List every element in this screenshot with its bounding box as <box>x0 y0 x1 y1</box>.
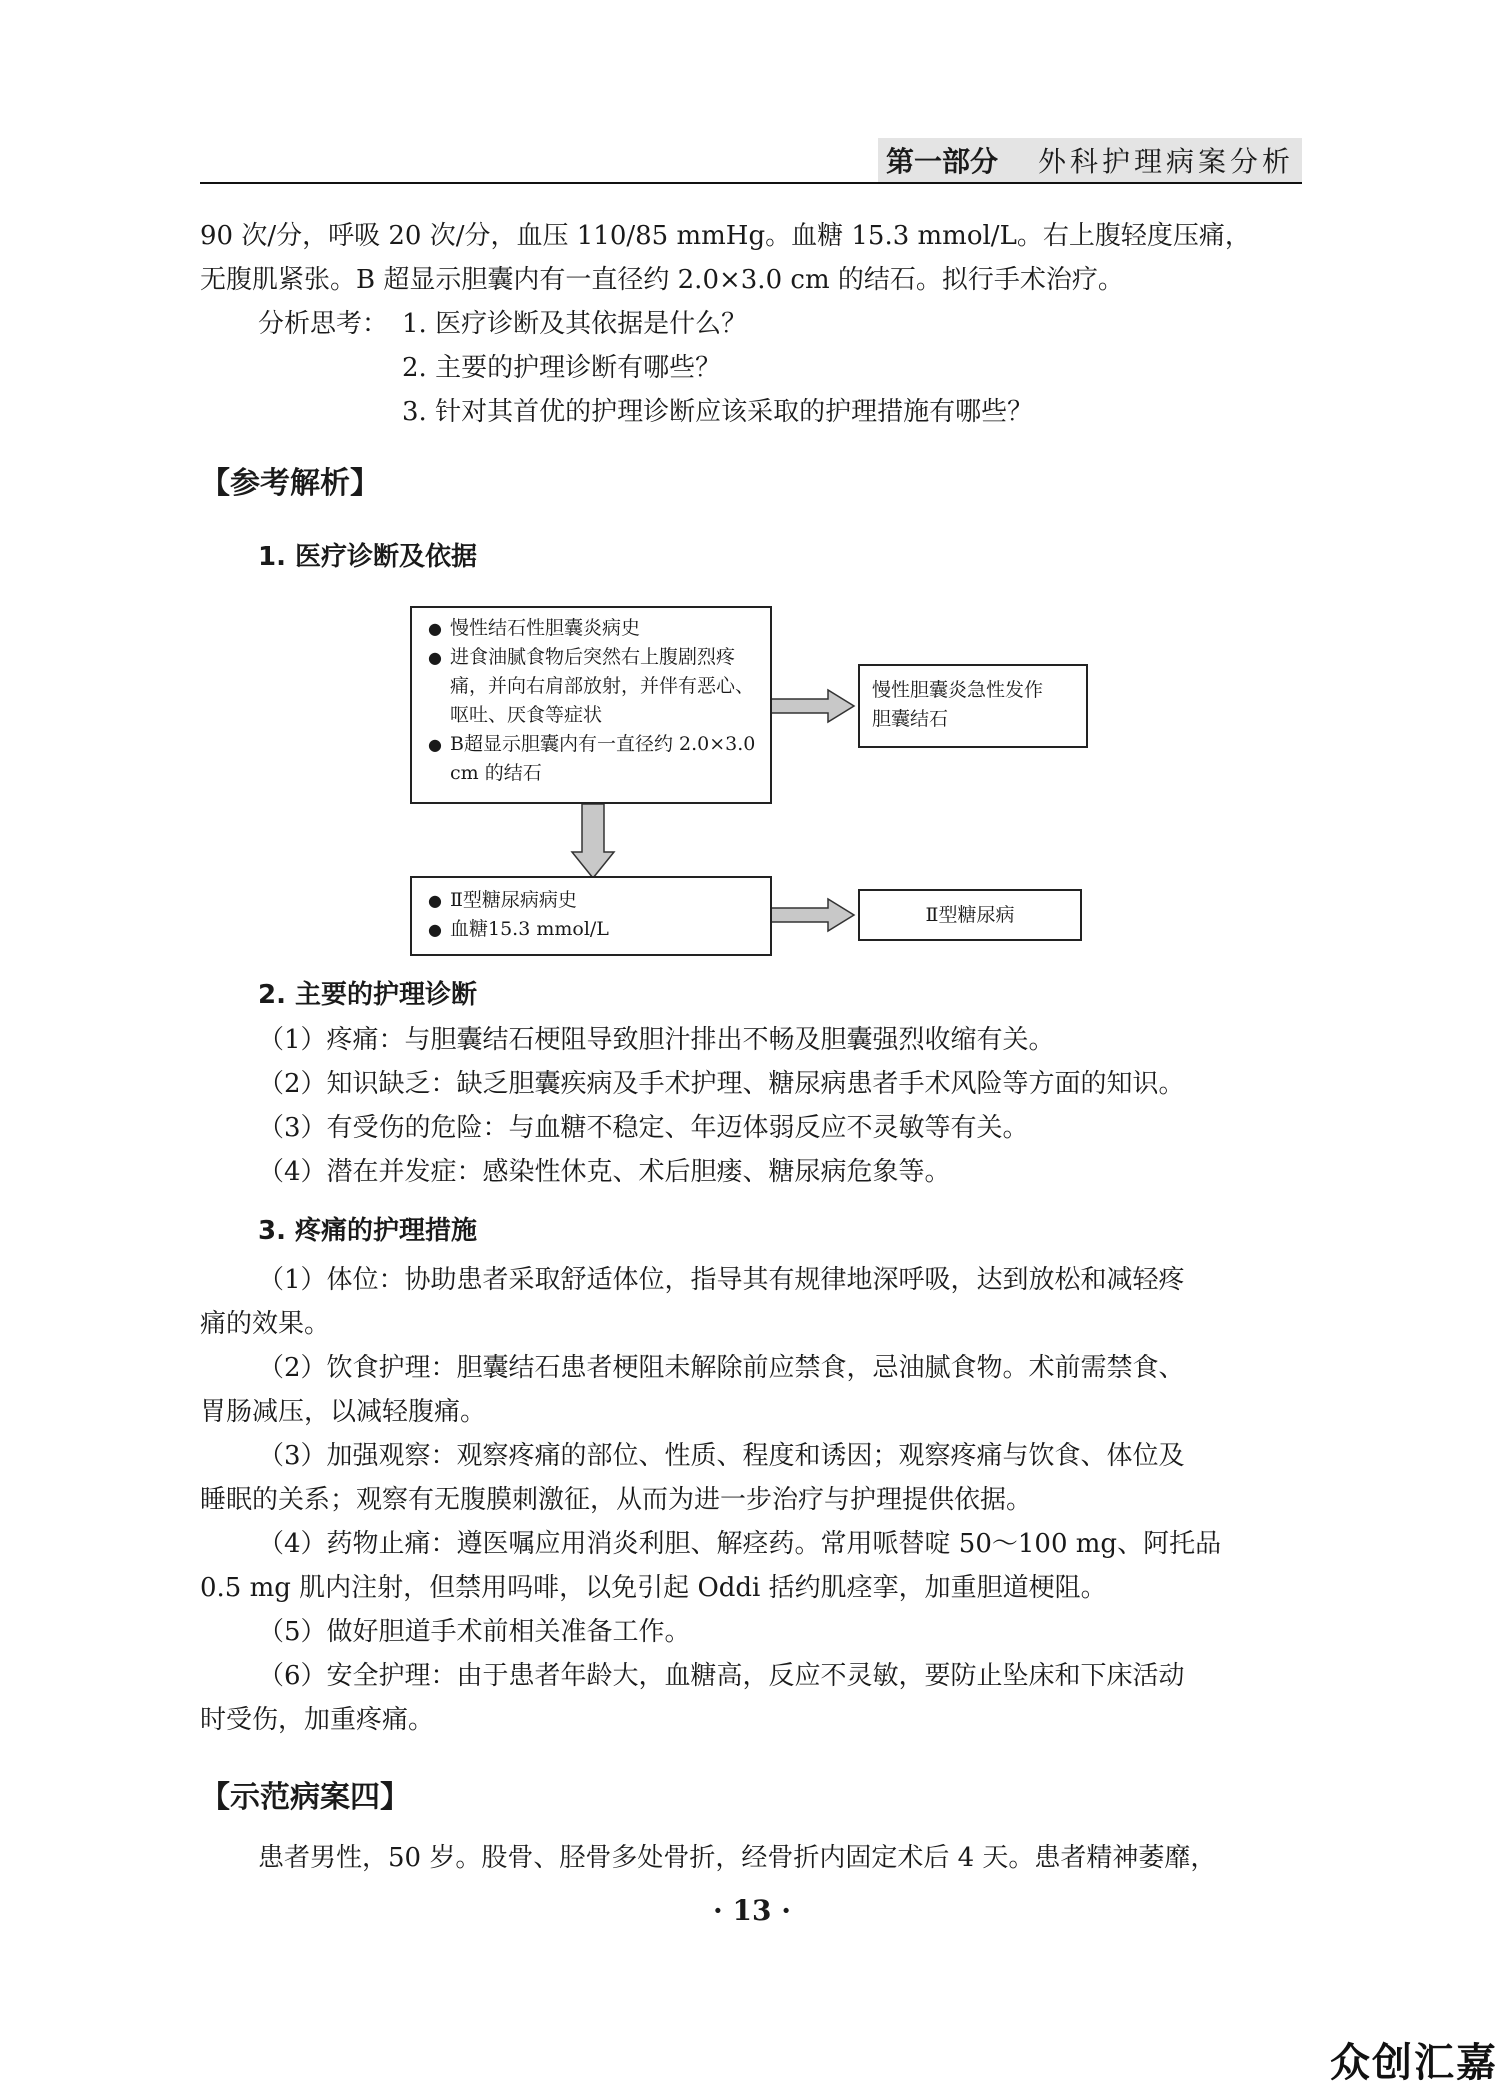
arrow-right-icon <box>770 690 854 722</box>
question-1: 1. 医疗诊断及其依据是什么？ <box>402 309 748 339</box>
diagnosis-line: 慢性胆囊炎急性发作 <box>872 679 1044 701</box>
measure-line: 痛的效果。 <box>200 1309 331 1339</box>
arrow-right-icon <box>770 899 854 931</box>
diabetes-evidence-box <box>410 876 772 956</box>
measure-line: （3）加强观察：观察疼痛的部位、性质、程度和诱因；观察疼痛与饮食、体位及 <box>258 1441 1185 1471</box>
nursing-diagnosis-item: （2）知识缺乏：缺乏胆囊疾病及手术护理、糖尿病患者手术风险等方面的知识。 <box>258 1069 1185 1099</box>
measure-line: 时受伤，加重疼痛。 <box>200 1705 435 1735</box>
section-2-title: 2. 主要的护理诊断 <box>258 980 478 1010</box>
intro-line-1: 90 次/分，呼吸 20 次/分，血压 110/85 mmHg。血糖 15.3 mmol/L。右上腹轻度压痛， <box>200 221 1251 251</box>
header-part: 第一部分 <box>885 145 998 178</box>
measure-line: 0.5 mg 肌内注射，但禁用吗啡，以免引起 Oddi 括约肌痉挛，加重胆道梗阻。 <box>200 1573 1107 1603</box>
section-1-title: 1. 医疗诊断及依据 <box>258 542 478 572</box>
measure-line: （5）做好胆道手术前相关准备工作。 <box>258 1617 691 1647</box>
question-2: 2. 主要的护理诊断有哪些？ <box>402 353 722 383</box>
intro-line-2: 无腹肌紧张。B 超显示胆囊内有一直径约 2.0×3.0 cm 的结石。拟行手术治疗。 <box>200 265 1124 295</box>
question-3: 3. 针对其首优的护理诊断应该采取的护理措施有哪些？ <box>402 397 1034 427</box>
nursing-diagnosis-item: （3）有受伤的危险：与血糖不稳定、年迈体弱反应不灵敏等有关。 <box>258 1113 1029 1143</box>
case4-line-1: 患者男性，50 岁。股骨、胫骨多处骨折，经骨折内固定术后 4 天。患者精神萎靡， <box>258 1843 1217 1873</box>
list-item: ● 进食油腻食物后突然右上腹剧烈疼痛，并向右肩部放射，并伴有恶心、呕吐、厌食等症状 <box>428 643 760 730</box>
measure-line: （6）安全护理：由于患者年龄大，血糖高，反应不灵敏，要防止坠床和下床活动 <box>258 1661 1185 1691</box>
questions-label: 分析思考： <box>258 309 389 339</box>
diagnosis-line: 胆囊结石 <box>872 708 949 730</box>
reference-title: 【参考解析】 <box>200 466 380 501</box>
case4-title: 【示范病案四】 <box>200 1780 410 1815</box>
measure-line: （1）体位：协助患者采取舒适体位，指导其有规律地深呼吸，达到放松和减轻疼 <box>258 1265 1185 1295</box>
diagnosis-box-diabetes <box>858 889 1082 941</box>
measure-line: 胃肠减压，以减轻腹痛。 <box>200 1397 487 1427</box>
measure-line: 睡眠的关系；观察有无腹膜刺激征，从而为进一步治疗与护理提供依据。 <box>200 1485 1033 1515</box>
watermark-logo: 众创汇嘉 <box>1330 2040 1498 2086</box>
diagnosis-line: Ⅱ型糖尿病 <box>925 904 1015 926</box>
measure-line: （2）饮食护理：胆囊结石患者梗阻未解除前应禁食，忌油腻食物。术前需禁食、 <box>258 1353 1185 1383</box>
nursing-diagnosis-item: （1）疼痛：与胆囊结石梗阻导致胆汁排出不畅及胆囊强烈收缩有关。 <box>258 1025 1055 1055</box>
diagnosis-flowchart <box>398 598 1090 956</box>
list-item: ● 慢性结石性胆囊炎病史 <box>428 614 760 643</box>
page-number: · 13 · <box>713 1894 791 1927</box>
list-item: ● B超显示胆囊内有一直径约 2.0×3.0 cm 的结石 <box>428 730 760 788</box>
section-3-title: 3. 疼痛的护理措施 <box>258 1216 478 1246</box>
running-header <box>200 128 1302 184</box>
measure-line: （4）药物止痛：遵医嘱应用消炎利胆、解痉药。常用哌替啶 50～100 mg、阿托品 <box>258 1529 1222 1559</box>
header-subject: 外科护理病案分析 <box>1037 145 1294 178</box>
nursing-diagnosis-item: （4）潜在并发症：感染性休克、术后胆瘘、糖尿病危象等。 <box>258 1157 951 1187</box>
symptoms-box <box>410 606 772 804</box>
list-item: ● Ⅱ型糖尿病病史 <box>428 886 754 915</box>
header-title <box>878 138 1302 182</box>
diagnosis-box-cholecystitis <box>858 664 1088 748</box>
list-item: ● 血糖15.3 mmol/L <box>428 915 754 944</box>
arrow-down-icon <box>572 804 614 878</box>
